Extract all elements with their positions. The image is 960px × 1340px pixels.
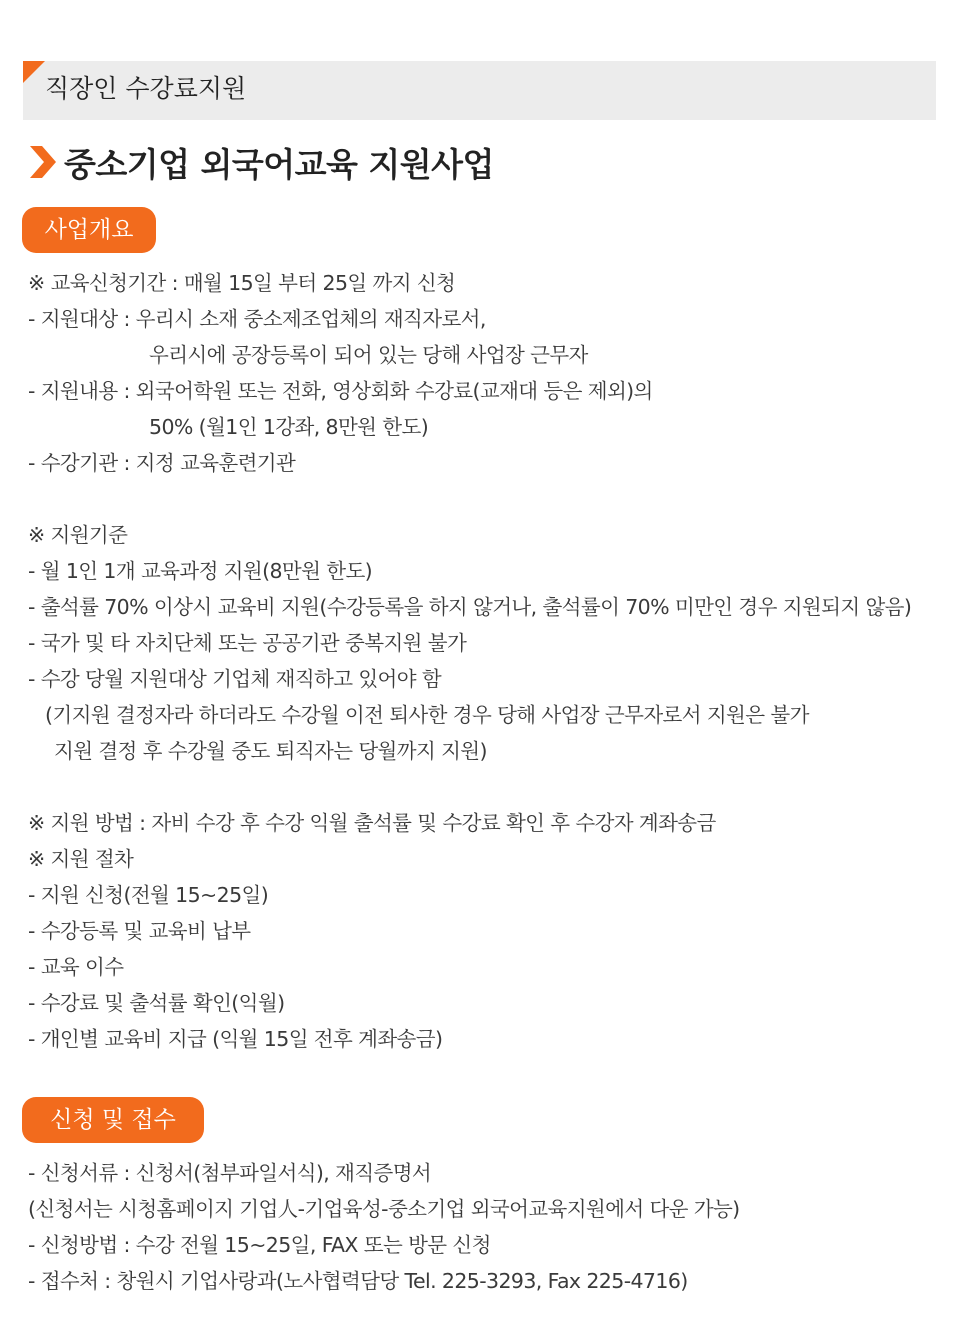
section-title: 직장인 수강료지원 (45, 74, 247, 103)
overview-line: ※ 지원 절차 (28, 847, 134, 871)
overview-line: ※ 지원 방법 : 자비 수강 후 수강 익월 출석률 및 수강료 확인 후 수강자 계좌송금 (28, 811, 716, 835)
overview-line: - 수강 당월 지원대상 기업체 재직하고 있어야 함 (28, 667, 442, 691)
page-title: 중소기업 외국어교육 지원사업 (64, 144, 494, 184)
overview-line: - 월 1인 1개 교육과정 지원(8만원 한도) (28, 559, 373, 583)
corner-accent-icon (23, 61, 45, 83)
overview-line: 50% (월1인 1강좌, 8만원 한도) (149, 415, 429, 439)
overview-line: ※ 지원기준 (28, 523, 128, 547)
overview-line: - 국가 및 타 자치단체 또는 공공기관 중복지원 불가 (28, 631, 467, 655)
overview-line: - 교육 이수 (28, 955, 124, 979)
application-line: - 신청서류 : 신청서(첨부파일서식), 재직증명서 (28, 1161, 432, 1185)
page-title-row (28, 138, 494, 186)
overview-line: - 출석률 70% 이상시 교육비 지원(수강등록을 하지 않거나, 출석률이 70% 미만인 경우 지원되지 않음) (28, 595, 912, 619)
application-line: (신청서는 시청홈페이지 기업人-기업육성-중소기업 외국어교육지원에서 다운 가능) (28, 1197, 740, 1221)
application-line: - 접수처 : 창원시 기업사랑과(노사협력담당 Tel. 225-3293, Fax 225-4716) (28, 1269, 688, 1293)
overview-line: ※ 교육신청기간 : 매월 15일 부터 25일 까지 신청 (28, 271, 456, 295)
overview-badge: 사업개요 (22, 207, 156, 253)
overview-line: - 지원내용 : 외국어학원 또는 전화, 영상회화 수강료(교재대 등은 제외)의 (28, 379, 653, 403)
overview-line: - 개인별 교육비 지급 (익월 15일 전후 계좌송금) (28, 1027, 443, 1051)
application-line: - 신청방법 : 수강 전월 15~25일, FAX 또는 방문 신청 (28, 1233, 491, 1257)
chevron-right-icon (28, 144, 58, 180)
overview-line: - 수강료 및 출석률 확인(익월) (28, 991, 285, 1015)
overview-line: - 수강기관 : 지정 교육훈련기관 (28, 451, 296, 475)
application-badge: 신청 및 접수 (22, 1097, 204, 1143)
overview-line: 우리시에 공장등록이 되어 있는 당해 사업장 근무자 (149, 343, 588, 367)
overview-line: - 지원대상 : 우리시 소재 중소제조업체의 재직자로서, (28, 307, 486, 331)
overview-line: 지원 결정 후 수강월 중도 퇴직자는 당월까지 지원) (54, 739, 487, 763)
overview-line: (기지원 결정자라 하더라도 수강월 이전 퇴사한 경우 당해 사업장 근무자로서 지원은 불가 (45, 703, 809, 727)
overview-line: - 지원 신청(전월 15~25일) (28, 883, 269, 907)
section-header-bar (23, 61, 936, 120)
overview-line: - 수강등록 및 교육비 납부 (28, 919, 251, 943)
